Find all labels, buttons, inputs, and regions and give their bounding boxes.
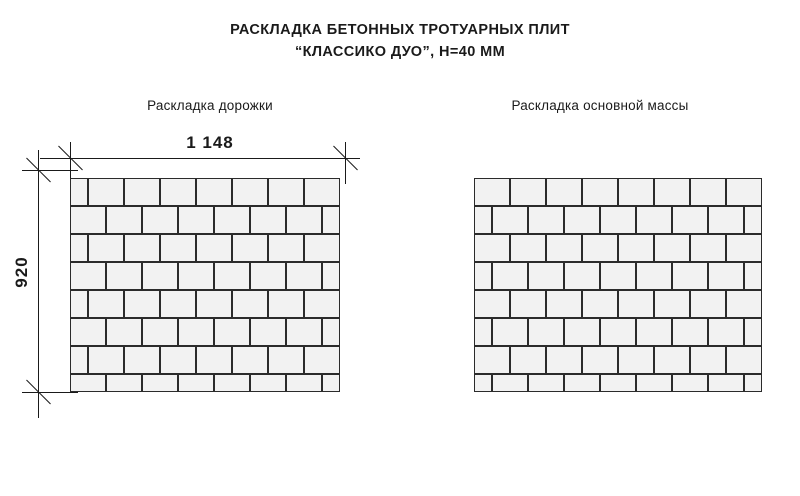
dimension-label-width: 1 148	[186, 133, 234, 152]
paver-tile	[214, 374, 250, 392]
paver-tile	[546, 234, 582, 262]
paver-tile	[70, 318, 106, 346]
paver-tile	[160, 234, 196, 262]
paver-tile	[142, 374, 178, 392]
paver-tile	[250, 206, 286, 234]
paver-tile	[232, 234, 268, 262]
paver-tile	[88, 346, 124, 374]
extension-line-width-right	[345, 142, 346, 184]
paver-tile	[232, 346, 268, 374]
paver-tile	[214, 318, 250, 346]
paver-tile	[690, 290, 726, 318]
paver-tile	[70, 346, 88, 374]
dimension-line-height	[38, 150, 39, 418]
paver-tile	[546, 290, 582, 318]
paver-tile	[510, 234, 546, 262]
paver-tile	[564, 374, 600, 392]
paver-tile	[528, 206, 564, 234]
paver-tile	[600, 262, 636, 290]
paver-tile	[492, 206, 528, 234]
paver-tile	[474, 206, 492, 234]
paver-tile	[636, 374, 672, 392]
paver-tile	[744, 318, 762, 346]
paver-tile	[474, 318, 492, 346]
paver-tile	[474, 290, 510, 318]
paver-tile	[564, 262, 600, 290]
paver-tile	[160, 178, 196, 206]
paver-tile	[618, 234, 654, 262]
paver-tile	[142, 318, 178, 346]
paver-tile	[322, 374, 340, 392]
paver-tile	[106, 262, 142, 290]
paver-tile	[510, 178, 546, 206]
paver-tile	[600, 206, 636, 234]
dimension-label-height: 920	[12, 256, 31, 288]
paver-tile	[528, 318, 564, 346]
paver-tile	[106, 374, 142, 392]
paver-tile	[744, 374, 762, 392]
paver-tile	[690, 234, 726, 262]
paver-tile	[582, 346, 618, 374]
paver-tile	[582, 234, 618, 262]
paver-tile	[546, 346, 582, 374]
paver-tile	[528, 374, 564, 392]
paver-tile	[196, 346, 232, 374]
paver-tile	[726, 234, 762, 262]
paver-tile	[214, 262, 250, 290]
paver-tile	[286, 206, 322, 234]
paver-tile	[268, 178, 304, 206]
paver-tile	[142, 206, 178, 234]
title-line-2: “КЛАССИКО ДУО”, Н=40 ММ	[294, 43, 506, 60]
paver-tile	[196, 234, 232, 262]
paver-tile	[672, 318, 708, 346]
paver-tile	[528, 262, 564, 290]
paver-tile	[160, 290, 196, 318]
paver-tile	[672, 374, 708, 392]
paver-tile	[214, 206, 250, 234]
paver-tile	[492, 262, 528, 290]
paver-tile	[510, 346, 546, 374]
paver-tile	[726, 346, 762, 374]
paver-tile	[304, 178, 340, 206]
paver-tile	[304, 346, 340, 374]
paver-tile	[70, 290, 88, 318]
paver-tile	[492, 374, 528, 392]
paver-tile	[636, 262, 672, 290]
paver-tile	[124, 178, 160, 206]
paver-tile	[654, 234, 690, 262]
paver-tile	[510, 290, 546, 318]
paver-tile	[268, 346, 304, 374]
paver-tile	[106, 318, 142, 346]
paver-tile	[304, 234, 340, 262]
paver-tile	[196, 178, 232, 206]
paver-tile	[178, 374, 214, 392]
paver-tile	[106, 206, 142, 234]
paver-tile	[672, 206, 708, 234]
paver-tile	[88, 290, 124, 318]
paver-tile	[474, 374, 492, 392]
paver-tile	[70, 374, 106, 392]
paver-tile	[124, 290, 160, 318]
paver-tile	[196, 290, 232, 318]
paver-tile	[618, 346, 654, 374]
paver-tile	[322, 318, 340, 346]
paver-tile	[124, 346, 160, 374]
paver-tile	[322, 262, 340, 290]
paver-tile	[474, 178, 510, 206]
paver-tile	[142, 262, 178, 290]
paver-tile	[250, 318, 286, 346]
paver-tile	[564, 318, 600, 346]
paver-tile	[564, 206, 600, 234]
paver-tile	[654, 346, 690, 374]
paver-tile	[654, 178, 690, 206]
paver-tile	[600, 374, 636, 392]
paver-tile	[232, 290, 268, 318]
paver-tile	[286, 374, 322, 392]
paver-tile	[744, 206, 762, 234]
paver-tile	[618, 290, 654, 318]
paver-tile	[70, 178, 88, 206]
paver-tile	[708, 206, 744, 234]
paver-tile	[636, 318, 672, 346]
paver-tile	[178, 318, 214, 346]
paver-tile	[600, 318, 636, 346]
paver-tile	[726, 290, 762, 318]
paver-tile	[70, 206, 106, 234]
paver-tile	[672, 262, 708, 290]
paver-tile	[582, 178, 618, 206]
paver-tile	[690, 346, 726, 374]
paver-tile	[286, 262, 322, 290]
paver-tile	[690, 178, 726, 206]
paver-tile	[474, 234, 510, 262]
paver-tile	[160, 346, 196, 374]
paver-tile	[250, 262, 286, 290]
paver-tile	[268, 234, 304, 262]
paver-tile	[744, 262, 762, 290]
paver-tile	[492, 318, 528, 346]
paver-tile	[88, 234, 124, 262]
paver-tile	[178, 262, 214, 290]
paving-pattern-main-mass	[474, 170, 764, 392]
paver-tile	[88, 178, 124, 206]
paver-tile	[322, 206, 340, 234]
dimension-line-width	[40, 158, 360, 159]
paver-tile	[268, 290, 304, 318]
caption-main-mass-layout: Раскладка основной массы	[511, 98, 689, 113]
paver-tile	[232, 178, 268, 206]
extension-line-height-bottom	[22, 392, 78, 393]
title-line-1: РАСКЛАДКА БЕТОННЫХ ТРОТУАРНЫХ ПЛИТ	[230, 22, 570, 38]
paver-tile	[708, 374, 744, 392]
paver-tile	[618, 178, 654, 206]
paver-tile	[286, 318, 322, 346]
paver-tile	[124, 234, 160, 262]
paver-tile	[474, 346, 510, 374]
paver-tile	[474, 262, 492, 290]
caption-path-layout: Раскладка дорожки	[147, 98, 273, 113]
paver-tile	[708, 262, 744, 290]
paver-tile	[178, 206, 214, 234]
paver-tile	[70, 234, 88, 262]
paver-tile	[546, 178, 582, 206]
paver-tile	[654, 290, 690, 318]
paver-tile	[708, 318, 744, 346]
paver-tile	[70, 262, 106, 290]
drawing-title	[0, 20, 800, 64]
paver-tile	[250, 374, 286, 392]
paver-tile	[304, 290, 340, 318]
paver-tile	[726, 178, 762, 206]
paver-tile	[582, 290, 618, 318]
paving-pattern-path	[70, 170, 345, 392]
paver-tile	[636, 206, 672, 234]
